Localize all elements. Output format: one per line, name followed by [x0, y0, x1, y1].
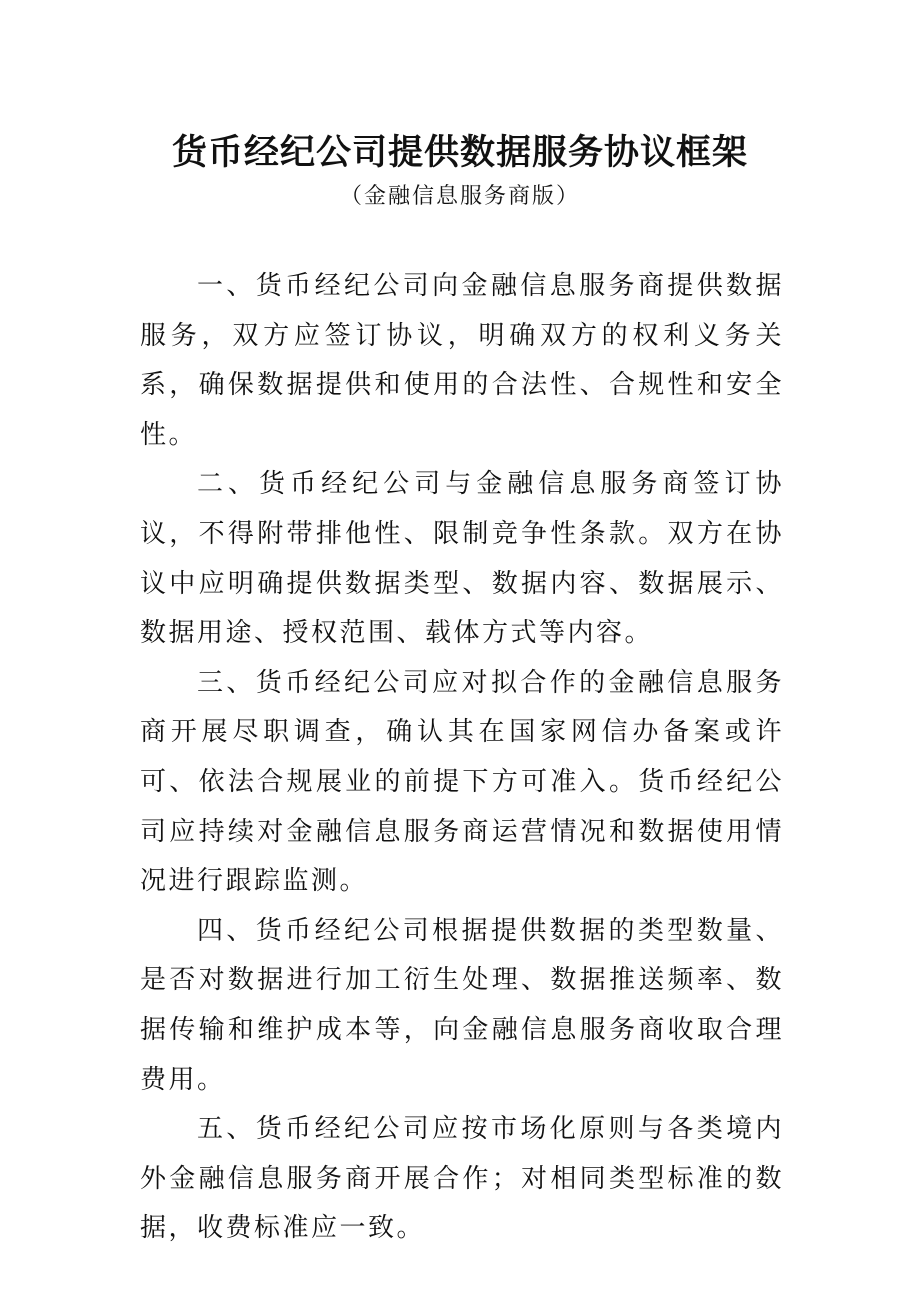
document-title: 货币经纪公司提供数据服务协议框架	[171, 133, 748, 173]
paragraph-5: 五、货币经纪公司应按市场化原则与各类境内外金融信息服务商开展合作；对相同类型标准的数据，收费标准应一致。	[140, 1114, 784, 1244]
paragraph-3: 三、货币经纪公司应对拟合作的金融信息服务商开展尽职调查，确认其在国家网信办备案或许可、依法合规展业的前提下方可准入。货币经纪公司应持续对金融信息服务商运营情况和数据使用情况进行跟踪监测。	[140, 667, 784, 897]
paragraph-1: 一、货币经纪公司向金融信息服务商提供数据服务，双方应签订协议，明确双方的权利义务关系，确保数据提供和使用的合法性、合规性和安全性。	[140, 271, 784, 450]
paragraph-4: 四、货币经纪公司根据提供数据的类型数量、是否对数据进行加工衍生处理、数据推送频率、数据传输和维护成本等，向金融信息服务商收取合理费用。	[140, 915, 784, 1095]
paragraph-2: 二、货币经纪公司与金融信息服务商签订协议，不得附带排他性、限制竞争性条款。双方在协议中应明确提供数据类型、数据内容、数据展示、数据用途、授权范围、载体方式等内容。	[140, 469, 784, 649]
document-body	[140, 262, 784, 1254]
document-subtitle: （金融信息服务商版）	[339, 184, 580, 209]
